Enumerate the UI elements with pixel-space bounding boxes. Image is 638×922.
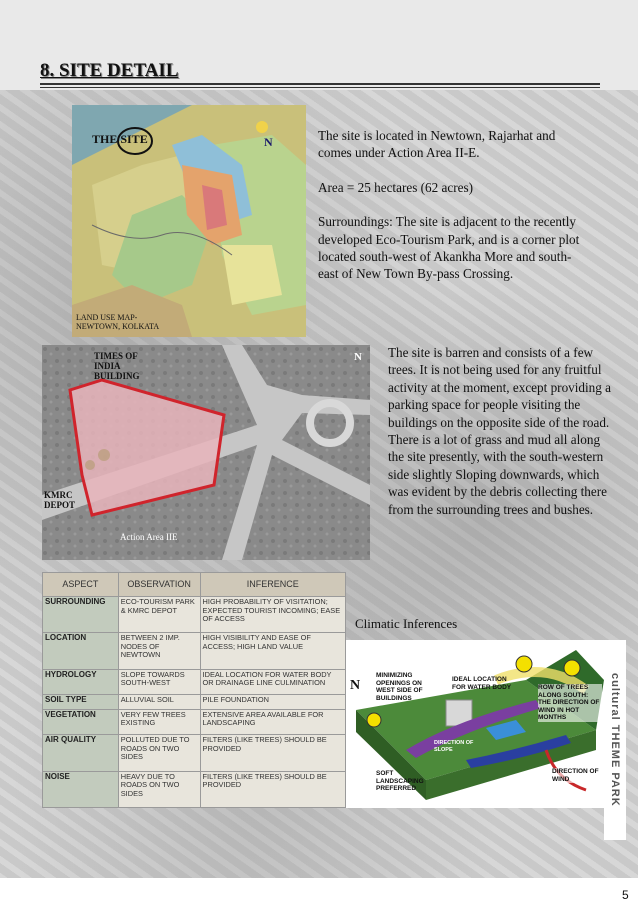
cell-inference: IDEAL LOCATION FOR WATER BODY OR DRAINAGE LINE CULMINATION — [200, 669, 345, 694]
cell-inference: HIGH PROBABILITY OF VISITATION; EXPECTED TOURIST INCOMING; EASE OF ACCESS — [200, 597, 345, 633]
aspect-table — [42, 572, 346, 808]
page-number: 5 — [622, 888, 629, 902]
intro-para-1: The site is located in Newtown, Rajarhat and comes under Action Area II-E. — [318, 128, 556, 161]
site-description: The site is barren and consists of a few trees. It is not being used for any fruitful activity at the moment, except providing a parking space for people visiting the buildings on the opposite side of the road. There is a lot of grass and mud all along the site presently, with the south-western side slightly Sloping downwards, which was evident by the debris collecting there from the surrounding trees and bushes. — [388, 345, 612, 517]
cell-observation: ECO-TOURISM PARK & KMRC DEPOT — [118, 597, 200, 633]
cell-aspect: VEGETATION — [43, 709, 119, 734]
cell-inference: PILE FOUNDATION — [200, 695, 345, 710]
land-use-map-image — [72, 105, 306, 337]
cell-observation: POLLUTED DUE TO ROADS ON TWO SIDES — [118, 735, 200, 771]
table-row — [43, 695, 346, 710]
page-footer — [0, 878, 638, 922]
sidebar-theme-label — [604, 640, 626, 840]
cell-observation: ALLUVIAL SOIL — [118, 695, 200, 710]
cell-aspect: SURROUNDING — [43, 597, 119, 633]
cell-aspect: AIR QUALITY — [43, 735, 119, 771]
map-site-label: THE SITE — [92, 132, 148, 146]
water-body-label: IDEAL LOCATION FOR WATER BODY — [452, 676, 512, 691]
table-row — [43, 669, 346, 694]
climatic-caption: Climatic Inferences — [355, 616, 458, 631]
table-row — [43, 597, 346, 633]
cell-inference: EXTENSIVE AREA AVAILABLE FOR LANDSCAPING — [200, 709, 345, 734]
action-area-label: Action Area IIE — [120, 532, 178, 542]
table-row — [43, 735, 346, 771]
soft-landscaping-label: SOFT LANDSCAPING PREFERRED — [376, 770, 424, 792]
cell-observation: SLOPE TOWARDS SOUTH-WEST — [118, 669, 200, 694]
cell-observation: VERY FEW TREES EXISTING — [118, 709, 200, 734]
satellite-site-image — [42, 345, 370, 560]
map-north-label: N — [264, 135, 273, 149]
aspect-table-image — [42, 572, 346, 808]
header-aspect: ASPECT — [43, 573, 119, 597]
sidebar-text: cultural THEME PARK — [609, 673, 621, 807]
cell-inference: FILTERS (LIKE TREES) SHOULD BE PROVIDED — [200, 771, 345, 807]
intro-para-3: Surroundings: The site is adjacent to the recently developed Eco-Tourism Park, and is a corner plot located south-west of Akankha More and south-east of New Town By-pass Crossing. — [318, 214, 580, 282]
cell-inference: FILTERS (LIKE TREES) SHOULD BE PROVIDED — [200, 735, 345, 771]
table-row — [43, 771, 346, 807]
header-observation: OBSERVATION — [118, 573, 200, 597]
wind-direction-label: DIRECTION OF WIND — [552, 768, 602, 783]
title-rule-thin — [40, 87, 600, 88]
times-building-label: TIMES OF INDIA BUILDING — [94, 351, 140, 381]
cell-observation: HEAVY DUE TO ROADS ON TWO SIDES — [118, 771, 200, 807]
diagram-north-label: N — [350, 678, 361, 693]
trees-wind-label: ROW OF TREES ALONG SOUTH: THE DIRECTION OF WIND IN HOT MONTHS — [538, 684, 602, 722]
kmrc-depot-label: KMRC DEPOT — [44, 490, 76, 510]
cell-aspect: LOCATION — [43, 633, 119, 669]
page-title: 8. SITE DETAIL — [40, 60, 179, 81]
cell-aspect: HYDROLOGY — [43, 669, 119, 694]
map-caption: LAND USE MAP- NEWTOWN, KOLKATA — [76, 313, 160, 331]
cell-aspect: SOIL TYPE — [43, 695, 119, 710]
slope-direction-label: DIRECTION OF SLOPE — [434, 740, 474, 753]
cell-observation: BETWEEN 2 IMP. NODES OF NEWTOWN — [118, 633, 200, 669]
satellite-north-label: N — [354, 351, 362, 363]
intro-text — [318, 127, 590, 300]
intro-para-2: Area = 25 hectares (62 acres) — [318, 179, 473, 195]
cell-aspect: NOISE — [43, 771, 119, 807]
climate-diagram-image — [346, 640, 604, 808]
table-row — [43, 633, 346, 669]
openings-label: MINIMIZING OPENINGS ON WEST SIDE OF BUILDINGS — [376, 672, 423, 702]
table-row — [43, 709, 346, 734]
header-inference: INFERENCE — [200, 573, 345, 597]
cell-inference: HIGH VISIBILITY AND EASE OF ACCESS; HIGH LAND VALUE — [200, 633, 345, 669]
title-rule — [40, 83, 600, 85]
